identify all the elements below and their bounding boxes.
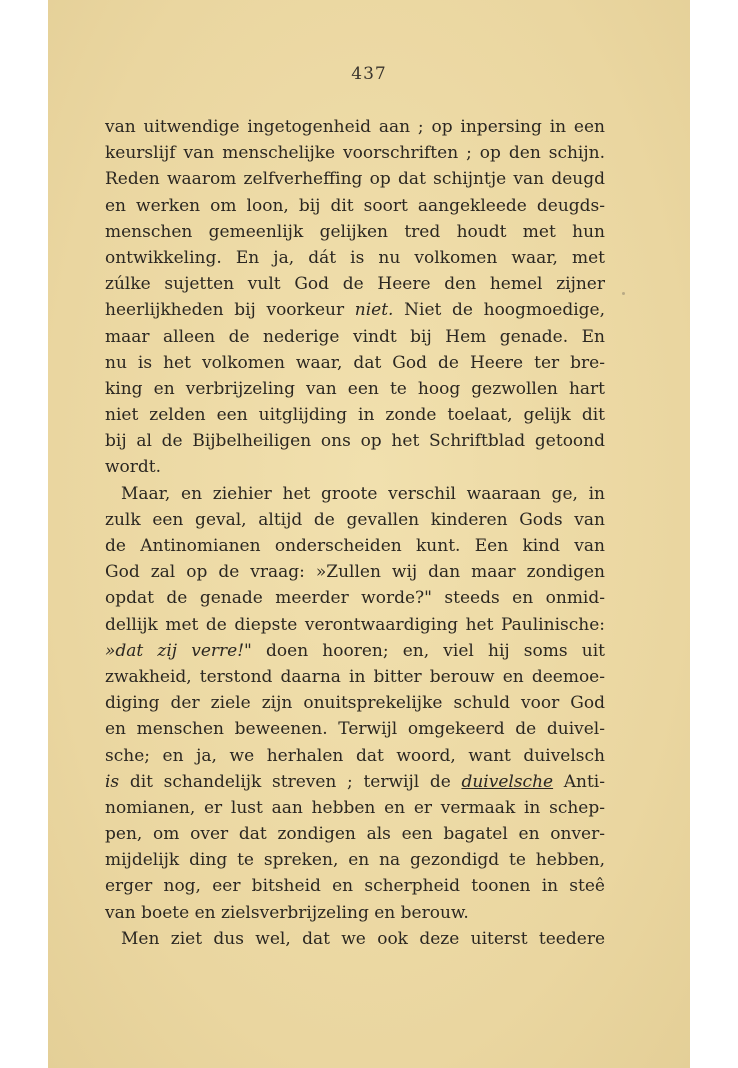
text-line: king en verbrijzeling van een te hoog gezwollen hart — [105, 378, 605, 399]
text-line: en werken om loon, bij dit soort aangekleede deugds- — [105, 195, 605, 216]
text-line: diging der ziele zijn onuitsprekelijke schuld voor God — [105, 693, 605, 714]
text-line: zwakheid, terstond daarna in bitter berouw en deemoe- — [105, 666, 605, 687]
text-line — [105, 638, 605, 664]
text-fragment: Anti- — [553, 771, 605, 792]
text-line: zulk een geval, altijd de gevallen kinderen Gods van — [105, 509, 605, 530]
italic-text: is — [105, 771, 120, 792]
text-line: nomianen, er lust aan hebben en er vermaak in schep- — [105, 797, 605, 818]
underlined-text: duivelsche — [461, 771, 554, 792]
text-fragment: doen hooren; en, viel hij soms uit — [251, 640, 605, 661]
italic-text: niet. — [354, 300, 394, 321]
text-line: dellijk met de diepste verontwaardiging het Paulinische: — [105, 614, 605, 635]
book-page — [48, 0, 690, 1068]
text-fragment: dit schandelijk streven ; terwijl de — [119, 771, 462, 792]
text-line: ontwikkeling. En ja, dát is nu volkomen waar, met — [105, 247, 605, 268]
page-number: 437 — [351, 64, 387, 84]
text-line: Maar, en ziehier het groote verschil waaraan ge, in — [121, 483, 605, 504]
text-line: wordt. — [105, 457, 162, 478]
text-line: pen, om over dat zondigen als een bagatel en onver- — [105, 824, 605, 845]
text-line — [105, 769, 605, 795]
text-line: Reden waarom zelfverheffing op dat schijntje van deugd — [105, 169, 605, 190]
text-line: bij al de Bijbelheiligen ons op het Schriftblad getoond — [105, 431, 605, 452]
text-line: erger nog, eer bitsheid en scherpheid toonen in steê — [105, 876, 605, 897]
text-line: maar alleen de nederige vindt bij Hem genade. En — [105, 326, 605, 347]
text-line: opdat de genade meerder worde?" steeds en onmid- — [105, 588, 605, 609]
text-line: nu is het volkomen waar, dat God de Heere ter bre- — [105, 352, 605, 373]
italic-text: »dat zij verre!" — [105, 640, 252, 661]
text-line: de Antinomianen onderscheiden kunt. Een kind van — [105, 536, 605, 556]
text-line: sche; en ja, we herhalen dat woord, want duivelsch — [105, 745, 605, 766]
text-line: zúlke sujetten vult God de Heere den hemel zijner — [105, 274, 605, 295]
page-body — [105, 114, 605, 952]
text-fragment: heerlijkheden bij voorkeur — [105, 300, 355, 321]
text-line: van boete en zielsverbrijzeling en berouw. — [105, 902, 469, 923]
text-line: God zal op de vraag: »Zullen wij dan maar zondigen — [105, 562, 605, 583]
paper-speck — [622, 292, 625, 295]
text-line: niet zelden een uitglijding in zonde toelaat, gelijk dit — [105, 405, 605, 426]
text-line: menschen gemeenlijk gelijken tred houdt met hun — [105, 221, 605, 242]
text-line: mijdelijk ding te spreken, en na gezondigd te hebben, — [105, 850, 605, 871]
text-line: en menschen beweenen. Terwijl omgekeerd de duivel- — [105, 719, 605, 740]
text-line: keurslijf van menschelijke voorschriften ; op den schijn. — [105, 143, 605, 164]
text-fragment: Niet de hoogmoedige, — [393, 300, 605, 321]
text-line — [105, 297, 605, 323]
text-line: Men ziet dus wel, dat we ook deze uiterst teedere — [121, 928, 605, 949]
text-line: van uitwendige ingetogenheid aan ; op inpersing in een — [105, 117, 605, 137]
